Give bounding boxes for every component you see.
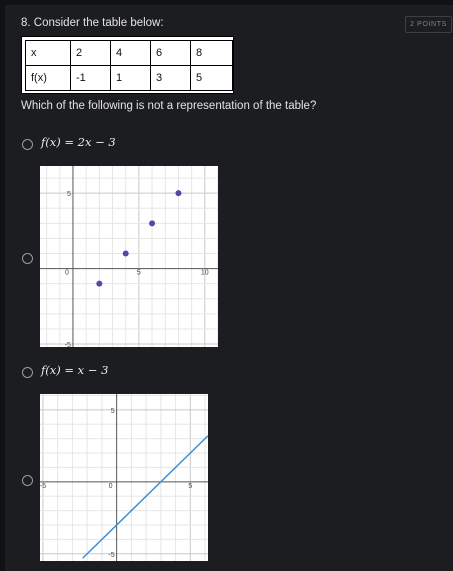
data-point bbox=[96, 281, 102, 287]
data-point bbox=[123, 250, 129, 256]
x-tick-label: 0 bbox=[108, 482, 113, 490]
x-tick-label: 10 bbox=[200, 269, 209, 277]
table-cell: 5 bbox=[191, 66, 233, 91]
y-tick-label: 5 bbox=[110, 407, 115, 415]
option-b-radio[interactable] bbox=[22, 253, 33, 264]
option-a-radio[interactable] bbox=[22, 139, 33, 150]
question-prompt: Which of the following is not a representation of the table? bbox=[21, 100, 317, 112]
table-row bbox=[26, 66, 233, 91]
option-d-radio[interactable] bbox=[22, 475, 33, 486]
table-cell: 8 bbox=[191, 41, 233, 66]
x-tick-label: 5 bbox=[188, 482, 193, 490]
line-chart bbox=[40, 394, 208, 561]
option-a-equation: f(x) = 2x − 3 bbox=[41, 135, 116, 149]
table-cell: 3 bbox=[151, 66, 191, 91]
option-c-radio[interactable] bbox=[22, 367, 33, 378]
y-tick-label: 5 bbox=[67, 191, 71, 199]
table-cell: 6 bbox=[151, 41, 191, 66]
data-point bbox=[149, 220, 155, 226]
points-badge: 2 POINTS bbox=[405, 16, 452, 33]
option-c-equation: f(x) = x − 3 bbox=[41, 363, 109, 377]
data-point bbox=[175, 190, 181, 196]
table-cell: 2 bbox=[71, 41, 111, 66]
x-tick-label: -5 bbox=[40, 482, 47, 490]
x-tick-label: 0 bbox=[65, 269, 69, 277]
y-tick-label: -5 bbox=[64, 341, 71, 347]
table-row bbox=[26, 41, 233, 66]
option-b-graph bbox=[40, 166, 218, 347]
scatter-chart bbox=[40, 166, 218, 347]
option-d-graph bbox=[40, 394, 208, 561]
question-title: 8. Consider the table below: bbox=[21, 17, 164, 29]
values-table bbox=[21, 36, 234, 94]
x-tick-label: 5 bbox=[136, 269, 141, 277]
table-cell: 4 bbox=[111, 41, 151, 66]
values-table-grid bbox=[25, 40, 233, 91]
table-cell: f(x) bbox=[26, 66, 71, 91]
table-cell: 1 bbox=[111, 66, 151, 91]
table-cell: -1 bbox=[71, 66, 111, 91]
y-tick-label: -5 bbox=[108, 551, 115, 559]
table-cell: x bbox=[26, 41, 71, 66]
